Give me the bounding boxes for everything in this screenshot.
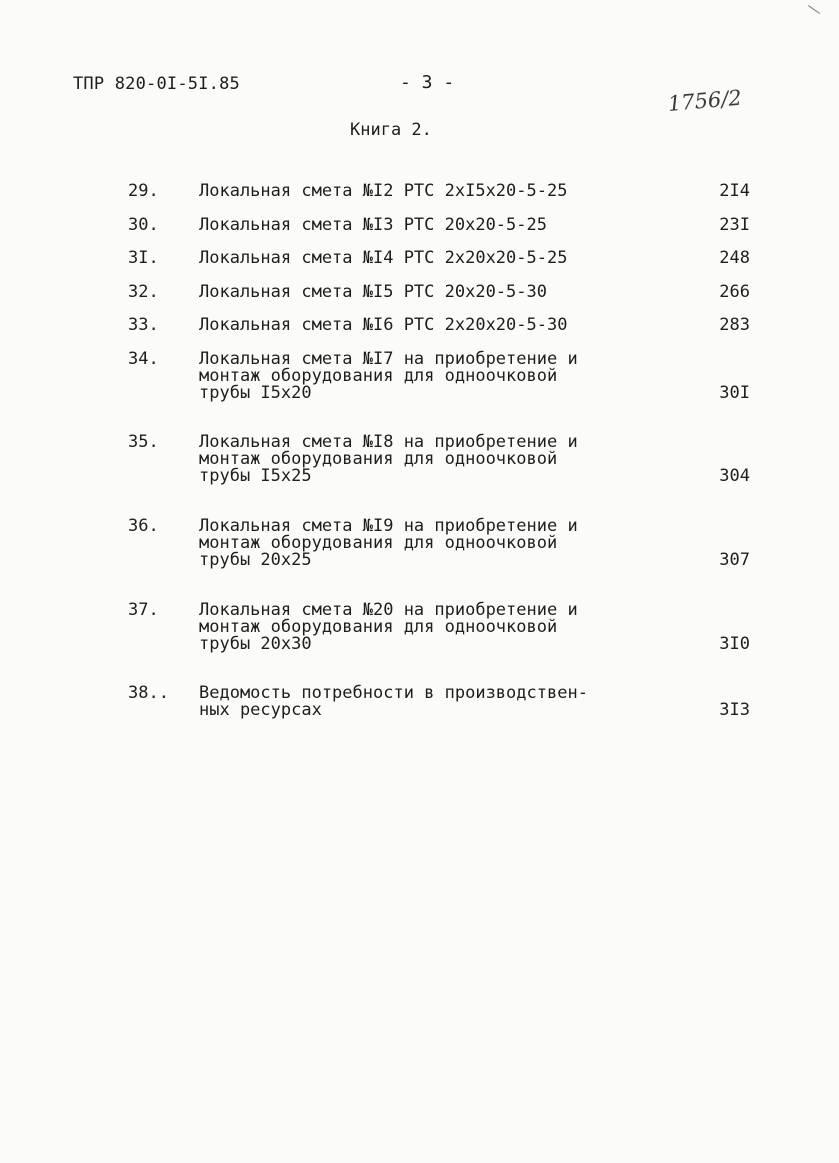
entry-title: Локальная смета №I8 на приобретение и монтаж оборудования для одноочковой трубы I5х25 (199, 432, 578, 486)
entry-number: 30. (128, 215, 159, 235)
entry-number: 34. (128, 349, 159, 369)
entry-page: 3I0 (719, 634, 750, 654)
entry-number: 38.. (128, 683, 169, 703)
entry-number: 32. (128, 282, 159, 302)
entry-title: Локальная смета №I6 РТС 2х20х20-5-30 (199, 315, 568, 335)
entry-page: 2I4 (719, 181, 750, 201)
entry-title: Локальная смета №I2 РТС 2хI5х20-5-25 (199, 181, 568, 201)
entry-page: 23I (719, 215, 750, 235)
book-title: Книга 2. (350, 120, 432, 140)
entry-title: Локальная смета №I7 на приобретение и монтаж оборудования для одноочковой трубы I5х20 (199, 349, 578, 403)
entry-number: 35. (128, 432, 159, 452)
entry-page: 3I3 (719, 700, 750, 720)
entry-title: Локальная смета №20 на приобретение и монтаж оборудования для одноочковой трубы 20х30 (199, 600, 578, 654)
entry-number: 3I. (128, 248, 159, 268)
entry-page: 248 (719, 248, 750, 268)
entry-number: 33. (128, 315, 159, 335)
entry-title: Локальная смета №I4 РТС 2х20х20-5-25 (199, 248, 568, 268)
document-code: ТПР 820-0I-5I.85 (73, 74, 240, 94)
entry-page: 283 (719, 315, 750, 335)
entry-number: 36. (128, 516, 159, 536)
entry-title: Локальная смета №I3 РТС 20х20-5-25 (199, 215, 547, 235)
entry-title: Локальная смета №I5 РТС 20х20-5-30 (199, 282, 547, 302)
entry-page: 30I (719, 383, 750, 403)
entry-number: 29. (128, 181, 159, 201)
entry-title: Локальная смета №I9 на приобретение и монтаж оборудования для одноочковой трубы 20х25 (199, 516, 578, 570)
entry-page: 307 (719, 550, 750, 570)
entry-title: Ведомость потребности в производствен- ных ресурсах (199, 683, 588, 720)
handwritten-reference: 1756/2 (666, 85, 743, 116)
page-number: - 3 - (400, 72, 455, 93)
entry-number: 37. (128, 600, 159, 620)
entry-page: 266 (719, 282, 750, 302)
entry-page: 304 (719, 466, 750, 486)
